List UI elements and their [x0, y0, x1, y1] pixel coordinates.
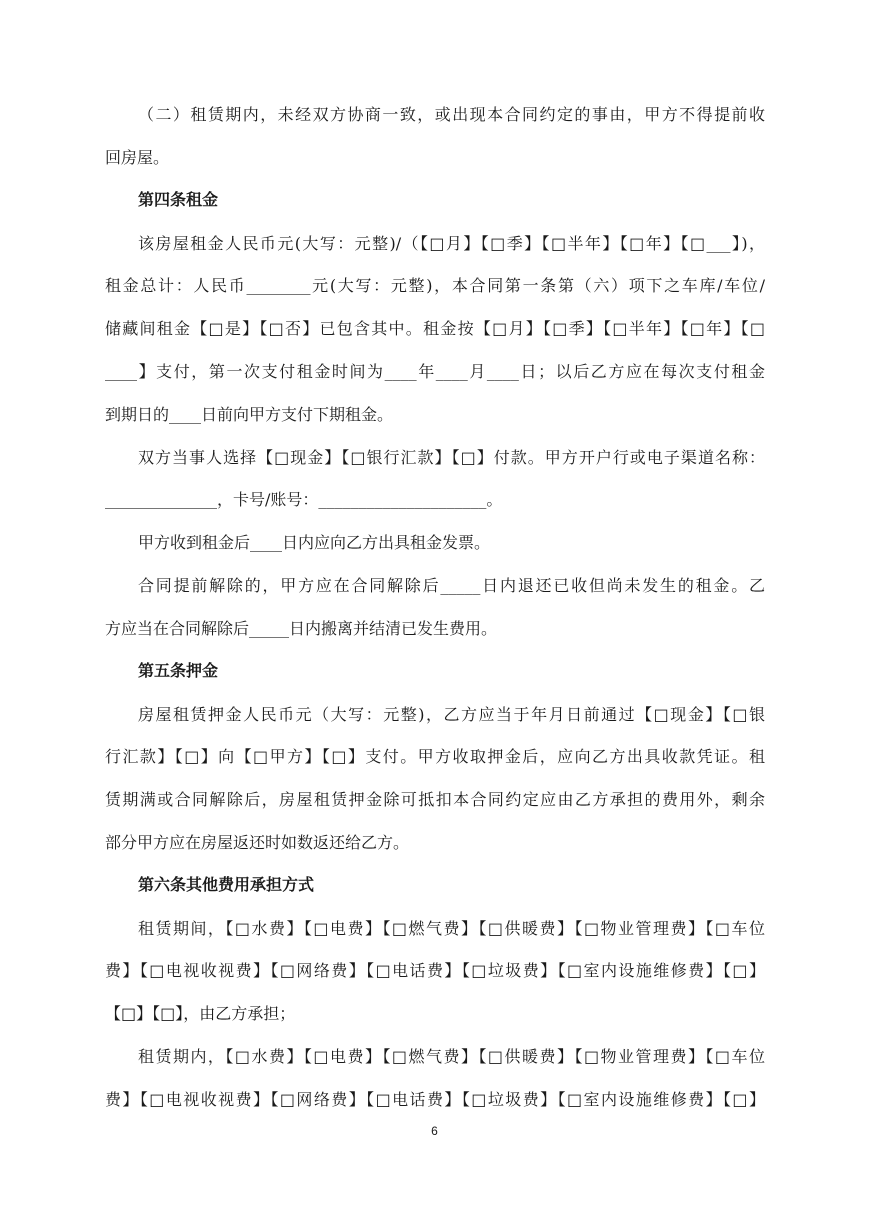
paragraph-line: 费】【□电视收视费】【□网络费】【□电话费】【□垃圾费】【□室内设施维修费】【□】 [105, 961, 765, 980]
page-number: 6 [431, 1124, 438, 1138]
paragraph-line: 费】【□电视收视费】【□网络费】【□电话费】【□垃圾费】【□室内设施维修费】【□】 [105, 1090, 765, 1109]
paragraph-line: 到期日的____日前向甲方支付下期租金。 [105, 405, 394, 424]
paragraph-line: ______________，卡号/账号：_____________________。 [105, 490, 503, 509]
article-heading: 第四条租金 [138, 190, 219, 209]
paragraph-line: 回房屋。 [105, 148, 170, 167]
paragraph-line: 部分甲方应在房屋返还时如数返还给乙方。 [105, 833, 410, 852]
paragraph-line: 租赁期间，【□水费】【□电费】【□燃气费】【□供暖费】【□物业管理费】【□车位 [138, 919, 765, 938]
paragraph-line: 储藏间租金【□是】【□否】已包含其中。租金按【□月】【□季】【□半年】【□年】【□ [105, 319, 765, 338]
paragraph-line: 房屋租赁押金人民币元（大写：元整)，乙方应当于年月日前通过【□现金】【□银 [138, 705, 765, 724]
paragraph-line: 赁期满或合同解除后，房屋租赁押金除可抵扣本合同约定应由乙方承担的费用外，剩余 [105, 790, 765, 809]
paragraph-line: 双方当事人选择【□现金】【□银行汇款】【□】付款。甲方开户行或电子渠道名称： [138, 448, 765, 467]
paragraph-line: ____】支付，第一次支付租金时间为____年____月____日；以后乙方应在每次支付租金 [105, 362, 765, 381]
paragraph-line: 租赁期内，【□水费】【□电费】【□燃气费】【□供暖费】【□物业管理费】【□车位 [138, 1047, 765, 1066]
paragraph-line: 行汇款】【□】向【□甲方】【□】支付。甲方收取押金后，应向乙方出具收款凭证。租 [105, 747, 765, 766]
article-heading: 第五条押金 [138, 661, 219, 680]
paragraph-line: （二）租赁期内，未经双方协商一致，或出现本合同约定的事由，甲方不得提前收 [138, 105, 765, 124]
paragraph-line: 合同提前解除的，甲方应在合同解除后_____日内退还已收但尚未发生的租金。乙 [138, 576, 765, 595]
paragraph-line: 【□】【□】，由乙方承担； [105, 1004, 296, 1023]
paragraph-line: 方应当在合同解除后_____日内搬离并结清已发生费用。 [105, 619, 498, 638]
paragraph-line: 该房屋租金人民币元(大写：元整)/（【□月】【□季】【□半年】【□年】【□___】)， [138, 234, 765, 253]
paragraph-line: 甲方收到租金后____日内应向乙方出具租金发票。 [138, 533, 491, 552]
article-heading: 第六条其他费用承担方式 [138, 875, 315, 894]
paragraph-line: 租金总计：人民币________元(大写：元整)，本合同第一条第（六）项下之车库/车位/ [105, 276, 765, 295]
